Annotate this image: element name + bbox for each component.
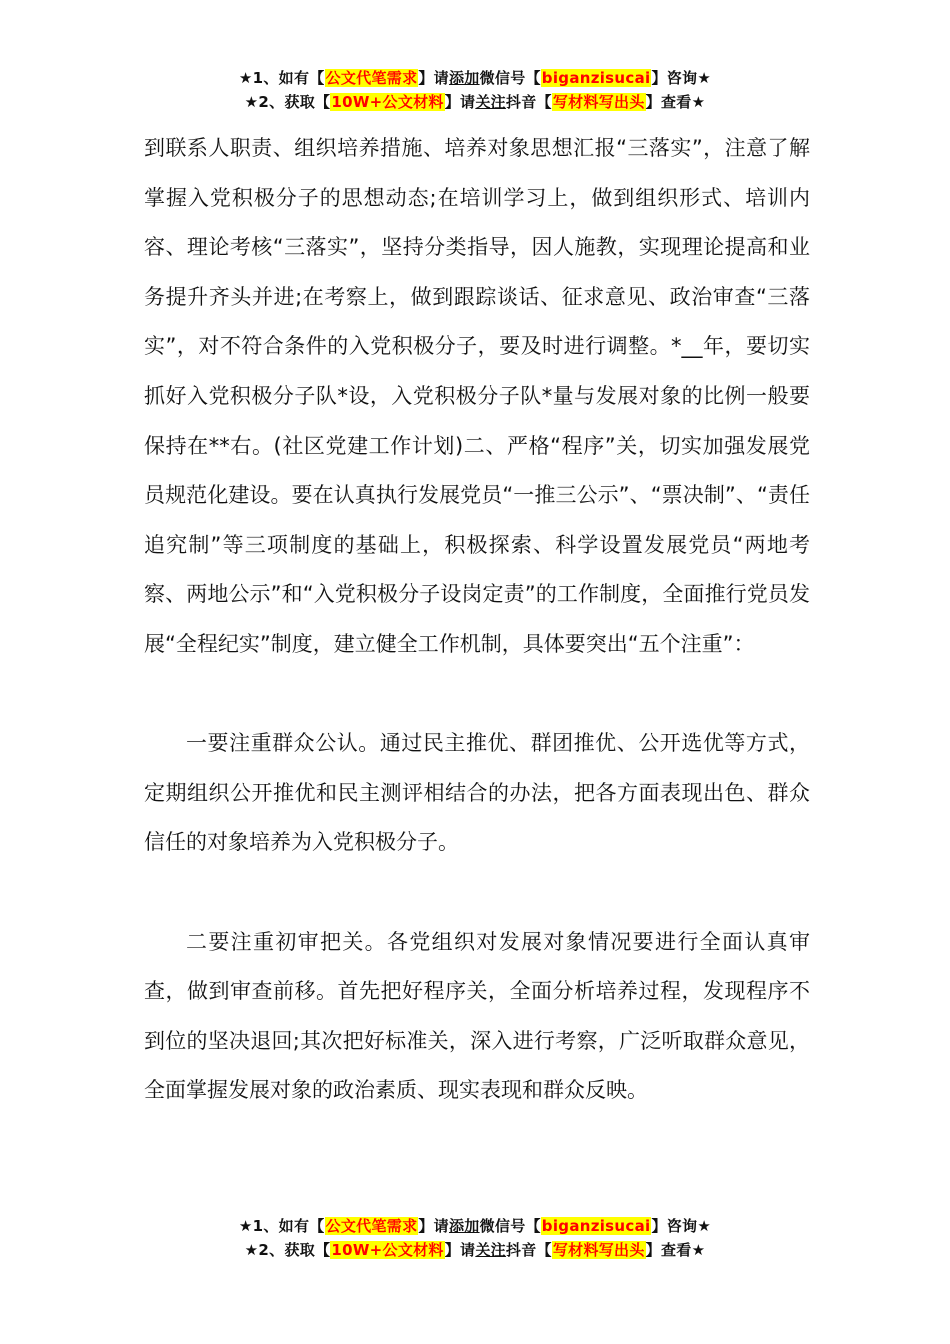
banner-text: ★2、获取【 (244, 1241, 331, 1259)
footer-banner (0, 1214, 950, 1262)
banner-text: ★1、如有【 (238, 1217, 325, 1235)
underlined-text: 添加 (448, 69, 480, 87)
banner-line-2 (0, 1238, 950, 1262)
banner-line-2 (0, 90, 950, 114)
banner-text: 抖音【 (505, 1241, 552, 1259)
banner-text: 】查看★ (645, 93, 706, 111)
banner-line-1 (0, 1214, 950, 1238)
paragraph-continuation: 到联系人职责、组织培养措施、培养对象思想汇报“三落实”，注意了解掌握入党积极分子的思想动态;在培训学习上，做到组织形式、培训内容、理论考核“三落实”，坚持分类指导，因人施教，实现理论提高和业务提升齐头并进;在考察上，做到跟踪谈话、征求意见、政治审查“三落实”，对不符合条件的入党积极分子，要及时进行调整。*__年，要切实抓好入党积极分子队*设，入党积极分子队*量与发展对象的比例一般要保持在**右。(社区党建工作计划)二、严格“程序”关，切实加强发展党员规范化建设。要在认真执行发展党员“一推三公示”、“票决制”、“责任追究制”等三项制度的基础上，积极探索、科学设置发展党员“两地考察、两地公示”和“入党积极分子设岗定责”的工作制度，全面推行党员发展“全程纪实”制度，建立健全工作机制，具体要突出“五个注重”： (144, 136, 810, 656)
highlight-wechat-id: biganzisucai (541, 69, 651, 87)
banner-text: 】请 (444, 93, 476, 111)
banner-text: ★2、获取【 (244, 93, 331, 111)
document-body (144, 124, 810, 1116)
banner-text: 】咨询★ (651, 1217, 712, 1235)
header-banner (0, 66, 950, 114)
banner-text: 微信号【 (479, 1217, 541, 1235)
banner-text: ★1、如有【 (238, 69, 325, 87)
underlined-text: 关注 (475, 1241, 506, 1259)
highlight-ghostwriting: 公文代笔需求 (325, 1217, 418, 1235)
highlight-wechat-id: biganzisucai (541, 1217, 651, 1235)
highlight-materials: 10W+公文材料 (331, 1241, 444, 1259)
underlined-text: 添加 (448, 1217, 480, 1235)
paragraph-initial-review: 二要注重初审把关。各党组织对发展对象情况要进行全面认真审查，做到审查前移。首先把好程序关，全面分析培养过程，发现程序不到位的坚决退回;其次把好标准关，深入进行考察，广泛听取群众意见，全面掌握发展对象的政治素质、现实表现和群众反映。 (144, 929, 810, 1103)
highlight-ghostwriting: 公文代笔需求 (325, 69, 418, 87)
underlined-text: 关注 (475, 93, 506, 111)
banner-text: 】请 (418, 1217, 449, 1235)
highlight-douyin-account: 写材料写出头 (552, 1241, 645, 1259)
highlight-douyin-account: 写材料写出头 (552, 93, 645, 111)
banner-text: 】咨询★ (651, 69, 712, 87)
banner-text: 】查看★ (645, 1241, 706, 1259)
banner-text: 】请 (444, 1241, 476, 1259)
banner-line-1 (0, 66, 950, 90)
highlight-materials: 10W+公文材料 (331, 93, 444, 111)
banner-text: 微信号【 (479, 69, 541, 87)
banner-text: 抖音【 (505, 93, 552, 111)
paragraph-mass-recognition: 一要注重群众公认。通过民主推优、群团推优、公开选优等方式，定期组织公开推优和民主测评相结合的办法，把各方面表现出色、群众信任的对象培养为入党积极分子。 (144, 731, 810, 855)
banner-text: 】请 (418, 69, 449, 87)
